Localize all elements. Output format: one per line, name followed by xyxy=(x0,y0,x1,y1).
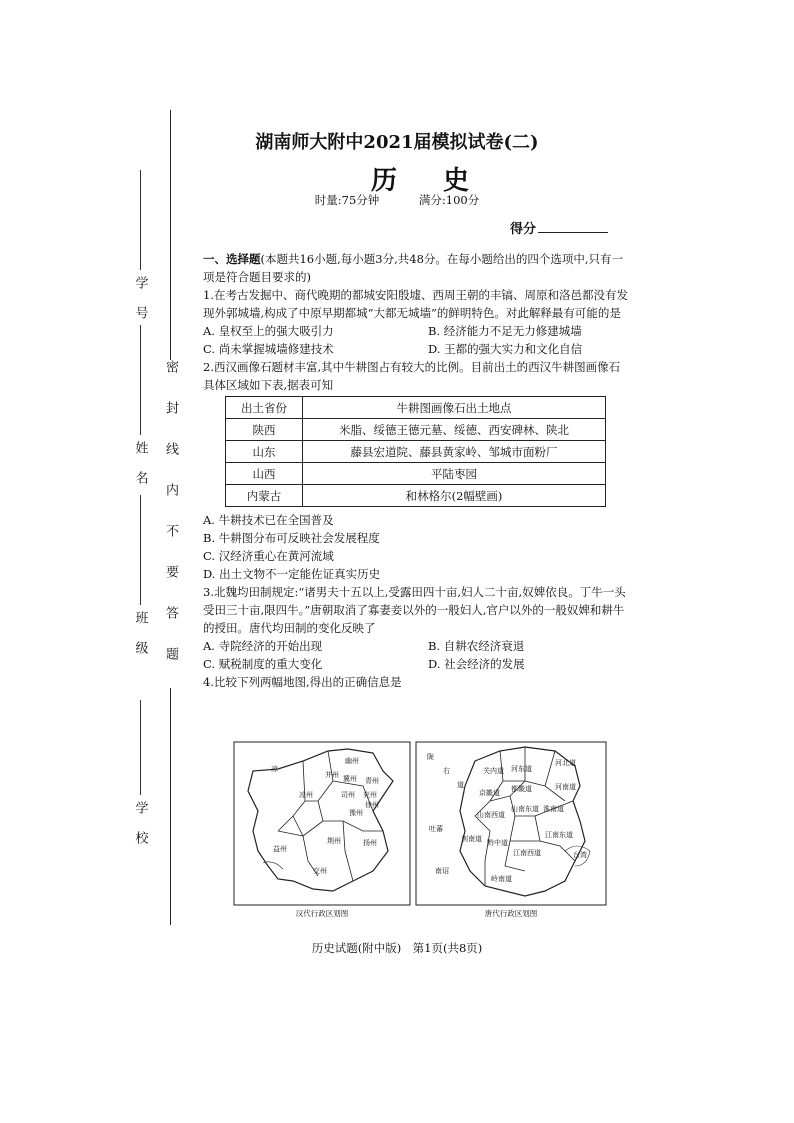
ox-plough-table xyxy=(225,396,606,507)
tang-map-image xyxy=(415,741,607,906)
option-a[interactable]: A. 牛耕技术已在全国普及 xyxy=(203,513,334,527)
table-header: 出土省份 xyxy=(226,397,303,419)
svg-text:关内道: 关内道 xyxy=(483,767,504,775)
student-no-label: 学 号 xyxy=(132,276,148,321)
page-footer: 历史试题(附中版) 第1页(共8页) xyxy=(311,941,483,955)
svg-text:陇: 陇 xyxy=(427,753,434,761)
question-3-options xyxy=(203,637,628,673)
question-stem: 北魏均田制规定:“诸男夫十五以上,受露田四十亩,妇人二十亩,奴婢依良。丁牛一头受田三十亩,限四牛。”唐朝取消了寡妻妾以外的一般妇人,官户以外的一般奴婢和耕牛的授田。唐代均田制的变化反映了 xyxy=(203,585,626,635)
exam-meta xyxy=(0,192,794,208)
school-field[interactable] xyxy=(120,700,160,846)
map-figures xyxy=(233,741,608,921)
svg-text:凉州: 凉州 xyxy=(299,791,313,799)
svg-text:江南东道: 江南东道 xyxy=(545,831,573,839)
score-label: 得分 xyxy=(510,222,537,237)
svg-text:豫州: 豫州 xyxy=(349,809,363,817)
svg-text:荆州: 荆州 xyxy=(327,837,341,845)
option-a[interactable]: A. 皇权至上的强大吸引力 xyxy=(203,324,334,338)
svg-text:江南西道: 江南西道 xyxy=(513,849,541,857)
table-cell: 藤县宏道院、藤县黄家岭、邹城市面粉厂 xyxy=(303,441,606,463)
table-header: 牛耕图画像石出土地点 xyxy=(303,397,606,419)
question-stem: 西汉画像石题材丰富,其中牛耕图占有较大的比例。目前出土的西汉牛耕图画像石具体区域如下表,据表可知 xyxy=(203,360,621,392)
school-label: 学 校 xyxy=(132,801,148,846)
svg-text:青州: 青州 xyxy=(365,777,379,785)
question-3 xyxy=(203,583,628,637)
svg-text:岭南道: 岭南道 xyxy=(491,875,512,883)
option-c[interactable]: C. 赋税制度的重大变化 xyxy=(203,657,323,671)
class-blank xyxy=(140,495,141,605)
tang-map-caption: 唐代行政区划图 xyxy=(484,909,538,918)
table-cell: 和林格尔(2幅壁画) xyxy=(303,485,606,507)
binding-margin xyxy=(120,110,180,925)
svg-text:河北道: 河北道 xyxy=(555,759,576,767)
table-row xyxy=(226,485,606,507)
subject-title: 历史 xyxy=(370,166,515,196)
svg-text:兖州: 兖州 xyxy=(363,791,377,799)
option-d[interactable]: D. 王都的强大实力和文化自信 xyxy=(428,342,583,356)
question-number: 4. xyxy=(203,675,214,689)
table-cell: 内蒙古 xyxy=(226,485,303,507)
section-heading xyxy=(203,250,628,286)
score-blank[interactable] xyxy=(538,232,608,233)
class-label: 班 级 xyxy=(132,611,148,656)
han-map-image xyxy=(233,741,411,906)
svg-text:河东道: 河东道 xyxy=(511,765,532,773)
svg-text:益州: 益州 xyxy=(273,845,287,853)
question-1-options xyxy=(203,322,628,358)
svg-text:并州: 并州 xyxy=(325,771,339,779)
han-map-caption: 汉代行政区划图 xyxy=(295,909,349,918)
full-score: 满分:100分 xyxy=(418,193,480,207)
question-stem: 比较下列两幅地图,得出的正确信息是 xyxy=(213,675,402,689)
tang-map xyxy=(415,741,607,918)
exam-title: 湖南师大附中2021届模拟试卷(二) xyxy=(255,132,539,153)
score-box xyxy=(510,218,608,237)
question-number: 2. xyxy=(203,360,214,374)
school-blank xyxy=(140,700,141,795)
svg-text:右: 右 xyxy=(443,767,450,775)
svg-text:交州: 交州 xyxy=(313,867,327,875)
option-b[interactable]: B. 经济能力不足无力修建城墙 xyxy=(428,324,582,338)
option-b[interactable]: B. 自耕农经济衰退 xyxy=(428,639,525,653)
question-section xyxy=(203,250,628,691)
name-blank xyxy=(140,325,141,435)
option-a[interactable]: A. 寺院经济的开始出现 xyxy=(203,639,323,653)
svg-text:剑南道: 剑南道 xyxy=(461,835,482,843)
question-stem: 在考古发掘中、商代晚期的都城安阳殷墟、西周王朝的丰镐、周原和洛邑都没有发现外郭城墙,构成了中原早期都城“大都无城墙”的鲜明特色。对此解释最有可能的是 xyxy=(203,288,628,320)
question-1 xyxy=(203,286,628,322)
table-row xyxy=(226,463,606,485)
svg-text:扬州: 扬州 xyxy=(363,839,377,847)
svg-text:台湾: 台湾 xyxy=(573,851,587,859)
svg-text:道: 道 xyxy=(457,781,464,789)
svg-text:京畿道: 京畿道 xyxy=(479,789,500,797)
svg-text:淮南道: 淮南道 xyxy=(543,805,564,813)
option-d[interactable]: D. 社会经济的发展 xyxy=(428,657,525,671)
time-limit: 时量:75分钟 xyxy=(314,193,380,207)
svg-text:幽州: 幽州 xyxy=(345,757,359,765)
svg-text:吐蕃: 吐蕃 xyxy=(429,825,443,833)
option-c[interactable]: C. 尚未掌握城墙修建技术 xyxy=(203,342,334,356)
table-row xyxy=(226,441,606,463)
question-2 xyxy=(203,358,628,394)
svg-text:司州: 司州 xyxy=(341,791,355,799)
section-instructions: (本题共16小题,每小题3分,共48分。在每小题给出的四个选项中,只有一项是符合题目要求的) xyxy=(203,252,624,284)
question-4 xyxy=(203,673,628,691)
svg-text:河南道: 河南道 xyxy=(555,783,576,791)
question-number: 1. xyxy=(203,288,214,302)
svg-text:冀州: 冀州 xyxy=(343,775,357,783)
svg-text:山南西道: 山南西道 xyxy=(477,811,505,819)
seal-notice: 密封线内不要答题 xyxy=(155,360,185,688)
table-cell: 米脂、绥德王德元墓、绥德、西安碑林、陕北 xyxy=(303,419,606,441)
svg-text:凉: 凉 xyxy=(271,765,278,773)
table-cell: 陕西 xyxy=(226,419,303,441)
svg-text:徐州: 徐州 xyxy=(365,801,379,809)
svg-text:南诏: 南诏 xyxy=(435,867,449,875)
svg-text:黔中道: 黔中道 xyxy=(487,839,508,847)
option-b[interactable]: B. 牛耕图分布可反映社会发展程度 xyxy=(203,531,380,545)
option-c[interactable]: C. 汉经济重心在黄河流域 xyxy=(203,549,334,563)
svg-text:山南东道: 山南东道 xyxy=(511,805,539,813)
class-field[interactable] xyxy=(120,495,160,656)
section-title: 一、选择题 xyxy=(203,252,261,266)
table-cell: 山西 xyxy=(226,463,303,485)
han-map xyxy=(233,741,411,918)
table-row xyxy=(226,419,606,441)
option-d[interactable]: D. 出土文物不一定能佐证真实历史 xyxy=(203,567,381,581)
question-number: 3. xyxy=(203,585,214,599)
name-field[interactable] xyxy=(120,325,160,486)
svg-text:都畿道: 都畿道 xyxy=(511,785,532,793)
table-cell: 平陆枣园 xyxy=(303,463,606,485)
table-header-row xyxy=(226,397,606,419)
question-2-options xyxy=(203,511,628,583)
name-label: 姓 名 xyxy=(132,441,148,486)
table-cell: 山东 xyxy=(226,441,303,463)
